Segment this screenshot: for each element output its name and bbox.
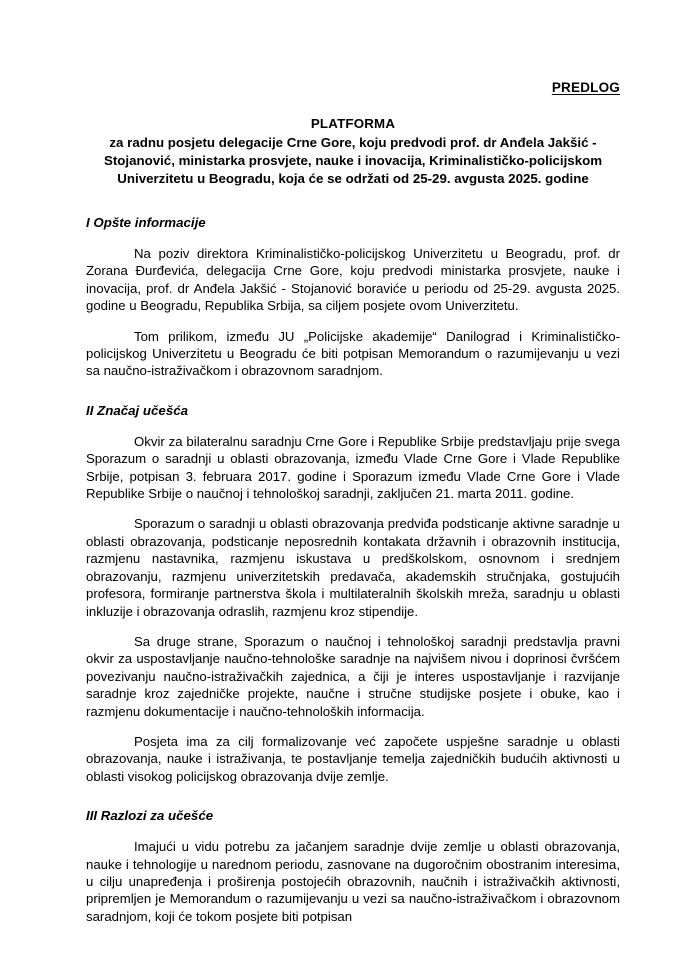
paragraph: Posjeta ima za cilj formalizovanje već započete uspješne saradnje u oblasti obrazovanja, nauke i istraživanja, te postavljanje temelja zajedničkih budućih aktivnosti u oblasti visokog policijskog obrazovanja dvije zemlje. [86, 733, 620, 784]
document-subtitle: za radnu posjetu delegacije Crne Gore, koju predvodi prof. dr Anđela Jakšić - Stojanović, ministarka prosvjete, nauke i inovacija, Kriminalističko-policijskom Univerzitetu u Beogradu, koja će se održati od 25-29. avgusta 2025. godine [103, 135, 603, 186]
paragraph: Tom prilikom, između JU „Policijske akademije“ Danilograd i Kriminalističko-policijskog Univerzitetu u Beogradu će biti potpisan Memorandum o razumijevanju u vezi sa naučno-istraživačkom i obrazovnom saradnjom. [86, 328, 620, 379]
predlog-row [86, 0, 620, 96]
section-heading-opste-informacije: I Opšte informacije [86, 215, 206, 230]
paragraph: Okvir za bilateralnu saradnju Crne Gore i Republike Srbije predstavljaju prije svega Sporazum o saradnji u oblasti obrazovanja, između Vlade Crne Gore i Vlade Republike Srbije, potpisan 3. februara 2017. godine i Sporazum između Vlade Crne Gore i Vlade Republike Srbije o naučnoj i tehnološkoj saradnji, zaključen 21. marta 2011. godine. [86, 433, 620, 502]
predlog-label: PREDLOG [551, 80, 620, 95]
paragraph: Na poziv direktora Kriminalističko-policijskog Univerzitetu u Beogradu, prof. dr Zorana Đurđevića, delegacija Crne Gore, koju predvodi ministarka prosvjete, nauke i inovacija, prof. dr Anđela Jakšić - Stojanović boraviće u periodu od 25-29. avgusta 2025. godine u Beogradu, Republika Srbija, sa ciljem posjete ovom Univerzitetu. [86, 246, 620, 314]
document-title: PLATFORMA [310, 116, 396, 131]
paragraph: Sporazum o saradnji u oblasti obrazovanja predviđa podsticanje aktivne saradnje u oblasti obrazovanja, podsticanje neposrednih kontakata državnih i obrazovnih institucija, razmjenu nastavnika, razmjenu iskustava u predškolskom, osnovnom i srednjem obrazovanju, razmjenu univerzitetskih predavača, akademskih stručnjaka, gostujućih profesora, formiranje partnerstva škola i multilateralnih školskih mreža, saradnju u oblasti inkluzije i obrazovanja odraslih, razmjenu kroz stipendije. [86, 516, 620, 619]
document-content [86, 0, 620, 925]
paragraph: Sa druge strane, Sporazum o naučnoj i tehnološkoj saradnji predstavlja pravni okvir za uspostavljanje naučno-tehnološke saradnje na najvišem nivou i doprinosi čvršćem povezivanju naučno-istraživačkih zajednica, a čiji je interes uspostavljanje i razvijanje saradnje kroz zajedničke projekte, naučne i stručne studijske posjete i obuke, kao i razmjenu dokumentacije i naučno-tehnoloških informacija. [86, 633, 620, 719]
section-heading-razlozi-za-ucesce: III Razlozi za učešće [86, 808, 214, 824]
document-title-block [86, 115, 620, 188]
paragraph: Imajući u vidu potrebu za jačanjem saradnje dvije zemlje u oblasti obrazovanja, nauke i tehnologije u narednom periodu, zasnovane na dugoročnim obostranim interesima, u cilju unapređenja i proširenja postojećih obrazovnih, naučnih i istraživačkih aktivnosti, pripremljen je Memorandum o razumijevanju u vezi sa naučno-istraživačkom i obrazovnom saradnjom, koji će tokom posjete biti potpisan [86, 839, 620, 924]
section-heading-znacaj-ucesca: II Značaj učešća [86, 402, 188, 418]
